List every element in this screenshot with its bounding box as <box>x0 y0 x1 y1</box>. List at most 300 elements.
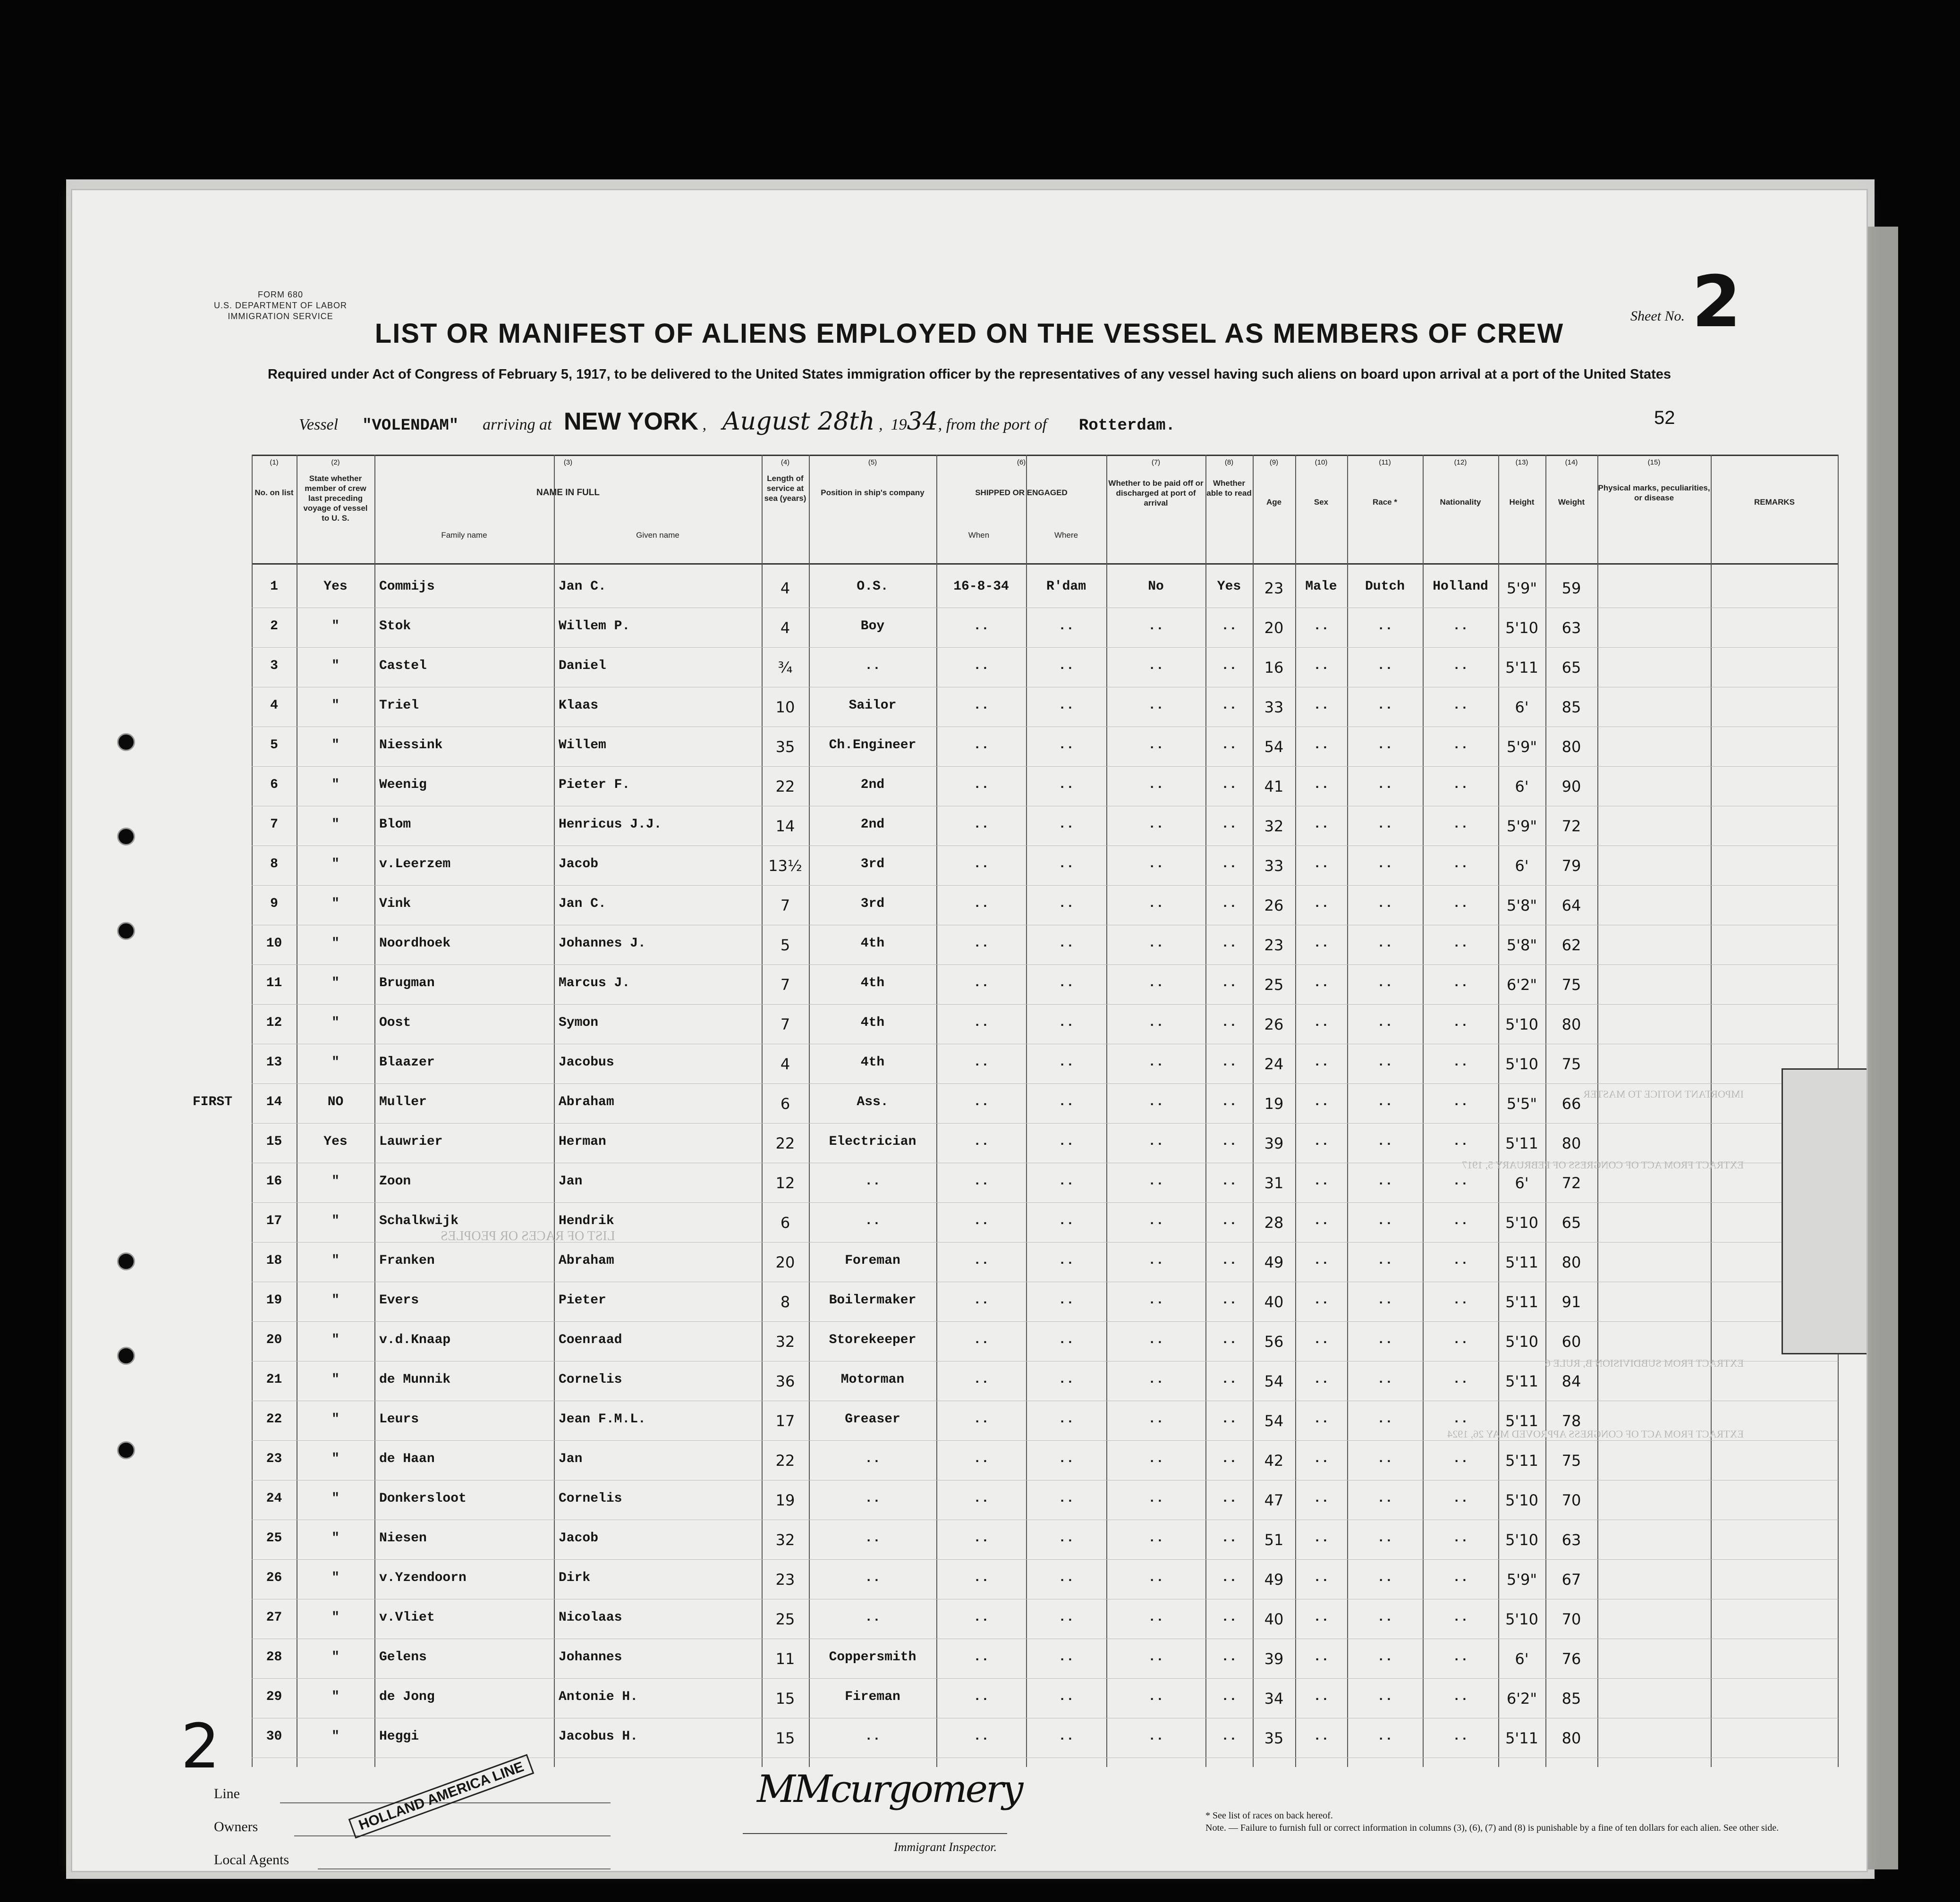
cell-weight: 85 <box>1561 698 1581 716</box>
holland-america-line-stamp: HOLLAND AMERICA LINE <box>348 1754 535 1838</box>
cell-weight: 80 <box>1561 1134 1581 1152</box>
cell-paid: .. <box>1148 817 1164 832</box>
cell-paid: .. <box>1148 698 1164 713</box>
sheet-label: Sheet No. <box>1630 308 1685 324</box>
cell-weight: 63 <box>1561 1531 1581 1549</box>
cell-height: 5'11 <box>1505 1372 1538 1390</box>
cell-where: .. <box>1058 857 1074 871</box>
cell-where: .. <box>1058 1293 1074 1308</box>
cell-when: .. <box>973 1531 989 1546</box>
cell-no: 24 <box>266 1491 282 1506</box>
cell-where: .. <box>1058 1015 1074 1030</box>
cell-where: .. <box>1058 1729 1074 1744</box>
cell-position: Greaser <box>845 1412 900 1427</box>
cell-read: .. <box>1221 1571 1237 1585</box>
arrival-date: August 28th <box>722 407 875 436</box>
cell-no: 11 <box>266 976 282 990</box>
cell-years: 15 <box>775 1690 795 1708</box>
cell-given: Coenraad <box>559 1333 622 1347</box>
cell-position: .. <box>865 1491 881 1506</box>
cell-height: 5'10 <box>1505 1015 1538 1033</box>
cell-read: .. <box>1221 976 1237 990</box>
cell-age: 35 <box>1264 1729 1284 1747</box>
cell-family: v.Leerzem <box>379 857 451 871</box>
cell-nat: .. <box>1452 659 1468 673</box>
cell-weight: 70 <box>1561 1610 1581 1628</box>
cell-nat: .. <box>1452 1174 1468 1189</box>
cell-paid: .. <box>1148 1333 1164 1347</box>
cell-nat: .. <box>1452 1610 1468 1625</box>
cell-given: Pieter <box>559 1293 606 1308</box>
cell-no: 8 <box>270 857 278 871</box>
cell-weight: 78 <box>1561 1412 1581 1430</box>
cell-paid: .. <box>1148 1253 1164 1268</box>
cell-age: 54 <box>1264 1412 1284 1430</box>
notice-extract-1924: EXTRACT FROM ACT OF CONGRESS APPROVED MAY 26, 1924 <box>1447 1428 1744 1440</box>
table-row <box>252 845 1838 886</box>
cell-age: 40 <box>1264 1610 1284 1628</box>
cell-given: Symon <box>559 1015 599 1030</box>
cell-family: Brugman <box>379 976 435 990</box>
cell-race: .. <box>1377 976 1393 990</box>
cell-where: .. <box>1058 659 1074 673</box>
cell-position: 2nd <box>860 817 885 832</box>
cell-when: .. <box>973 1253 989 1268</box>
cell-race: .. <box>1377 1015 1393 1030</box>
cell-family: Noordhoek <box>379 936 451 951</box>
local-agents-label: Local Agents <box>214 1852 289 1868</box>
cell-family: de Munnik <box>379 1372 451 1387</box>
cell-family: Donkersloot <box>379 1491 467 1506</box>
cell-weight: 66 <box>1561 1095 1581 1113</box>
cell-when: .. <box>973 817 989 832</box>
cell-given: Johannes J. <box>559 936 646 951</box>
cell-where: .. <box>1058 778 1074 792</box>
cell-given: Cornelis <box>559 1372 622 1387</box>
cell-where: .. <box>1058 896 1074 911</box>
cell-years: 10 <box>775 698 795 716</box>
cell-position: Ass. <box>857 1095 889 1109</box>
cell-race: .. <box>1377 1293 1393 1308</box>
cell-nat: .. <box>1452 1095 1468 1109</box>
cell-race: .. <box>1377 1571 1393 1585</box>
cell-weight: 70 <box>1561 1491 1581 1509</box>
notice-extract-1917: EXTRACT FROM ACT OF CONGRESS OF FEBRUARY 5, 1917 <box>1462 1159 1744 1171</box>
cell-read: .. <box>1221 936 1237 951</box>
margin-number: 52 <box>1654 407 1675 428</box>
cell-weight: 85 <box>1561 1690 1581 1708</box>
cell-height: 6' <box>1515 778 1529 795</box>
cell-when: .. <box>973 1095 989 1109</box>
cell-age: 19 <box>1264 1095 1284 1113</box>
cell-prev: " <box>331 1214 339 1228</box>
cell-no: 22 <box>266 1412 282 1427</box>
cell-when: .. <box>973 619 989 634</box>
cell-read: .. <box>1221 659 1237 673</box>
cell-years: 6 <box>780 1095 790 1113</box>
cell-position: .. <box>865 1452 881 1466</box>
cell-read: .. <box>1221 1372 1237 1387</box>
cell-paid: .. <box>1148 857 1164 871</box>
cell-where: .. <box>1058 1372 1074 1387</box>
cell-height: 6' <box>1515 1650 1529 1668</box>
header-shipped-engaged: SHIPPED OR ENGAGED <box>975 488 1068 497</box>
cell-read: .. <box>1221 1531 1237 1546</box>
cell-given: Abraham <box>559 1253 614 1268</box>
cell-where: .. <box>1058 936 1074 951</box>
header-paid-off: Whether to be paid off or discharged at port of arrival <box>1108 479 1204 507</box>
form-header <box>214 289 347 322</box>
cell-height: 5'11 <box>1505 1452 1538 1470</box>
table-row <box>252 647 1838 687</box>
cell-family: Franken <box>379 1253 435 1268</box>
cell-weight: 62 <box>1561 936 1581 954</box>
punch-hole <box>117 733 135 751</box>
cell-years: 4 <box>780 1055 790 1073</box>
cell-years: 5 <box>780 936 790 954</box>
cell-no: 2 <box>270 619 278 634</box>
cell-no: 3 <box>270 659 278 673</box>
cell-race: .. <box>1377 857 1393 871</box>
cell-paid: .. <box>1148 896 1164 911</box>
cell-nat: .. <box>1452 1452 1468 1466</box>
header-previous-voyage: State whether member of crew last preceding voyage of vessel to U. S. <box>303 474 368 523</box>
cell-prev: " <box>331 1571 339 1585</box>
cell-nat: .. <box>1452 778 1468 792</box>
cell-paid: .. <box>1148 1055 1164 1070</box>
cell-read: .. <box>1221 619 1237 634</box>
cell-nat: .. <box>1452 1571 1468 1585</box>
cell-paid: .. <box>1148 1412 1164 1427</box>
cell-paid: .. <box>1148 1293 1164 1308</box>
cell-nat: .. <box>1452 1055 1468 1070</box>
cell-years: 25 <box>775 1610 795 1628</box>
cell-position: Electrician <box>829 1134 916 1149</box>
cell-sex: .. <box>1313 1491 1329 1506</box>
cell-where: .. <box>1058 1253 1074 1268</box>
cell-height: 5'11 <box>1505 1729 1538 1747</box>
cell-weight: 84 <box>1561 1372 1581 1390</box>
cell-no: 12 <box>266 1015 282 1030</box>
cell-position: .. <box>865 1610 881 1625</box>
cell-height: 5'11 <box>1505 1134 1538 1152</box>
cell-family: Weenig <box>379 778 427 792</box>
footnote-fine: Note. — Failure to furnish full or correct information in columns (3), (6), (7) and (8) is punishable by a fine of ten dollars for each alien. See other side. <box>1205 1823 1779 1833</box>
cell-no: 18 <box>266 1253 282 1268</box>
cell-race: .. <box>1377 1452 1393 1466</box>
punch-hole <box>117 828 135 845</box>
table-row <box>252 766 1838 806</box>
cell-position: 4th <box>860 1055 885 1070</box>
header-family-name: Family name <box>441 531 487 540</box>
cell-nat: .. <box>1452 1690 1468 1704</box>
header-able-to-read: Whether able to read <box>1206 479 1252 498</box>
cell-position: Foreman <box>845 1253 900 1268</box>
cell-nat: .. <box>1452 976 1468 990</box>
colnum-5: (5) <box>868 458 877 466</box>
cell-prev: " <box>331 1015 339 1030</box>
cell-family: Muller <box>379 1095 427 1109</box>
arrival-port: NEW YORK <box>564 408 699 435</box>
cell-paid: .. <box>1148 1690 1164 1704</box>
cell-age: 25 <box>1264 976 1284 994</box>
cell-position: .. <box>865 1174 881 1189</box>
manifest-sheet <box>71 189 1868 1872</box>
cell-given: Jan C. <box>559 579 606 594</box>
cell-read: .. <box>1221 1729 1237 1744</box>
cell-prev: " <box>331 1729 339 1744</box>
cell-family: Oost <box>379 1015 411 1030</box>
cell-no: 29 <box>266 1690 282 1704</box>
notice-extract-rule6: EXTRACT FROM SUBDIVISION B, RULE 6 <box>1545 1357 1744 1369</box>
cell-race: .. <box>1377 619 1393 634</box>
cell-age: 23 <box>1264 579 1284 597</box>
cell-height: 5'10 <box>1505 1531 1538 1549</box>
cell-age: 51 <box>1264 1531 1284 1549</box>
cell-family: Triel <box>379 698 419 713</box>
cell-nat: .. <box>1452 817 1468 832</box>
year-suffix: 34 <box>907 407 938 436</box>
cell-no: 14 <box>266 1095 282 1109</box>
cell-paid: .. <box>1148 1095 1164 1109</box>
cell-age: 23 <box>1264 936 1284 954</box>
cell-sex: .. <box>1313 936 1329 951</box>
cell-prev: NO <box>327 1095 344 1109</box>
cell-given: Hendrik <box>559 1214 614 1228</box>
cell-given: Jacob <box>559 1531 599 1546</box>
cell-race: .. <box>1377 1174 1393 1189</box>
cell-paid: .. <box>1148 1214 1164 1228</box>
cell-height: 5'10 <box>1505 1491 1538 1509</box>
cell-where: .. <box>1058 1214 1074 1228</box>
cell-when: .. <box>973 936 989 951</box>
cell-read: .. <box>1221 1452 1237 1466</box>
cell-where: .. <box>1058 1333 1074 1347</box>
footnote-races: * See list of races on back hereof. <box>1205 1810 1333 1821</box>
inspector-signature: MMcurgomery <box>757 1767 1022 1811</box>
cell-race: .. <box>1377 1610 1393 1625</box>
cell-height: 5'10 <box>1505 1055 1538 1073</box>
cell-family: Gelens <box>379 1650 427 1665</box>
cell-prev: " <box>331 659 339 673</box>
cell-position: Storekeeper <box>829 1333 916 1347</box>
cell-paid: .. <box>1148 936 1164 951</box>
cell-when: .. <box>973 1610 989 1625</box>
cell-age: 54 <box>1264 1372 1284 1390</box>
punch-hole <box>117 1252 135 1270</box>
cell-prev: " <box>331 857 339 871</box>
cell-years: 32 <box>775 1531 795 1549</box>
cell-when: .. <box>973 1055 989 1070</box>
cell-nat: .. <box>1452 1412 1468 1427</box>
reverse-races-heading: LIST OF RACES OR PEOPLES <box>441 1229 615 1243</box>
cell-age: 49 <box>1264 1253 1284 1271</box>
cell-where: .. <box>1058 1412 1074 1427</box>
cell-no: 21 <box>266 1372 282 1387</box>
cell-position: .. <box>865 1729 881 1744</box>
vessel-name: "VOLENDAM" <box>362 417 459 435</box>
header-height: Height <box>1509 498 1535 507</box>
cell-family: Blaazer <box>379 1055 435 1070</box>
cell-given: Antonie H. <box>559 1690 638 1704</box>
cell-age: 42 <box>1264 1452 1284 1470</box>
cell-paid: .. <box>1148 1491 1164 1506</box>
colnum-4: (4) <box>781 458 790 466</box>
cell-sex: .. <box>1313 1095 1329 1109</box>
cell-age: 24 <box>1264 1055 1284 1073</box>
cell-read: .. <box>1221 1214 1237 1228</box>
cell-prev: " <box>331 976 339 990</box>
cell-nat: .. <box>1452 1134 1468 1149</box>
cell-race: .. <box>1377 1214 1393 1228</box>
cell-given: Abraham <box>559 1095 614 1109</box>
page-title: LIST OR MANIFEST OF ALIENS EMPLOYED ON THE VESSEL AS MEMBERS OF CREW <box>374 318 1564 349</box>
cell-family: Leurs <box>379 1412 419 1427</box>
cell-weight: 80 <box>1561 1015 1581 1033</box>
agents-rule <box>318 1868 611 1869</box>
cell-nat: .. <box>1452 896 1468 911</box>
cell-when: .. <box>973 698 989 713</box>
cell-when: .. <box>973 1412 989 1427</box>
cell-weight: 65 <box>1561 1214 1581 1232</box>
cell-read: .. <box>1221 1134 1237 1149</box>
cell-no: 23 <box>266 1452 282 1466</box>
line-label: Line <box>214 1786 240 1801</box>
cell-height: 6' <box>1515 698 1529 716</box>
cell-weight: 59 <box>1561 579 1581 597</box>
cell-height: 5'9" <box>1506 738 1537 756</box>
corner-number: 2 <box>181 1710 220 1782</box>
cell-position: .. <box>865 659 881 673</box>
cell-weight: 80 <box>1561 738 1581 756</box>
cell-sex: .. <box>1313 1729 1329 1744</box>
cell-no: 15 <box>266 1134 282 1149</box>
cell-height: 5'9" <box>1506 579 1537 597</box>
cell-position: .. <box>865 1571 881 1585</box>
cell-position: Sailor <box>848 698 897 713</box>
cell-when: .. <box>973 1174 989 1189</box>
cell-race: .. <box>1377 659 1393 673</box>
header-physical-marks: Physical marks, peculiarities, or disease <box>1598 483 1710 502</box>
cell-where: .. <box>1058 817 1074 832</box>
cell-where: .. <box>1058 1452 1074 1466</box>
signature-rule <box>743 1833 1007 1834</box>
cell-family: de Haan <box>379 1452 435 1466</box>
cell-sex: .. <box>1313 1412 1329 1427</box>
cell-position: 4th <box>860 976 885 990</box>
cell-where: .. <box>1058 1610 1074 1625</box>
cell-years: 22 <box>775 1452 795 1470</box>
cell-sex: .. <box>1313 1015 1329 1030</box>
cell-race: .. <box>1377 817 1393 832</box>
cell-sex: .. <box>1313 1452 1329 1466</box>
cell-prev: " <box>331 817 339 832</box>
cell-height: 5'9" <box>1506 817 1537 835</box>
cell-family: Evers <box>379 1293 419 1308</box>
cell-paid: .. <box>1148 1610 1164 1625</box>
year-prefix: 19 <box>891 416 907 433</box>
cell-weight: 76 <box>1561 1650 1581 1668</box>
cell-nat: .. <box>1452 619 1468 634</box>
cell-years: 20 <box>775 1253 795 1271</box>
cell-sex: .. <box>1313 1571 1329 1585</box>
cell-sex: .. <box>1313 738 1329 752</box>
cell-height: 5'10 <box>1505 1214 1538 1232</box>
cell-when: .. <box>973 1214 989 1228</box>
cell-prev: " <box>331 738 339 752</box>
cell-when: .. <box>973 1452 989 1466</box>
cell-when: .. <box>973 778 989 792</box>
cell-position: Boilermaker <box>829 1293 916 1308</box>
cell-sex: .. <box>1313 1333 1329 1347</box>
cell-nat: .. <box>1452 1333 1468 1347</box>
cell-position: .. <box>865 1531 881 1546</box>
cell-no: 10 <box>266 936 282 951</box>
cell-years: 8 <box>780 1293 790 1311</box>
cell-years: 4 <box>780 579 790 597</box>
cell-where: .. <box>1058 619 1074 634</box>
cell-race: .. <box>1377 1134 1393 1149</box>
cell-prev: " <box>331 619 339 634</box>
cell-weight: 60 <box>1561 1333 1581 1351</box>
cell-age: 32 <box>1264 817 1284 835</box>
cell-prev: " <box>331 1650 339 1665</box>
cell-age: 41 <box>1264 778 1284 795</box>
cell-no: 4 <box>270 698 278 713</box>
cell-read: .. <box>1221 738 1237 752</box>
cell-no: 19 <box>266 1293 282 1308</box>
cell-prev: " <box>331 1253 339 1268</box>
cell-position: 4th <box>860 1015 885 1030</box>
cell-when: .. <box>973 857 989 871</box>
cell-paid: .. <box>1148 738 1164 752</box>
cell-nat: .. <box>1452 1015 1468 1030</box>
cell-when: .. <box>973 896 989 911</box>
cell-paid: .. <box>1148 1729 1164 1744</box>
cell-years: 7 <box>780 1015 790 1033</box>
cell-when: .. <box>973 1729 989 1744</box>
cell-no: 16 <box>266 1174 282 1189</box>
cell-height: 5'11 <box>1505 1253 1538 1271</box>
cell-where: .. <box>1058 1055 1074 1070</box>
cell-when: .. <box>973 1690 989 1704</box>
cell-prev: " <box>331 1491 339 1506</box>
cell-weight: 75 <box>1561 1452 1581 1470</box>
cell-when: .. <box>973 1571 989 1585</box>
cell-race: .. <box>1377 1055 1393 1070</box>
cell-prev: " <box>331 896 339 911</box>
arriving-label: arriving at <box>483 416 552 433</box>
cell-position: .. <box>865 1214 881 1228</box>
cell-position: 3rd <box>860 896 885 911</box>
cell-position: 4th <box>860 936 885 951</box>
cell-years: 22 <box>775 1134 795 1152</box>
cell-years: 4 <box>780 619 790 637</box>
cell-sex: .. <box>1313 1055 1329 1070</box>
table-row <box>252 964 1838 1005</box>
cell-given: Daniel <box>559 659 606 673</box>
cell-nat: Holland <box>1433 579 1488 594</box>
cell-paid: .. <box>1148 778 1164 792</box>
cell-race: .. <box>1377 1650 1393 1665</box>
cell-read: .. <box>1221 1015 1237 1030</box>
cell-read: .. <box>1221 817 1237 832</box>
cell-age: 54 <box>1264 738 1284 756</box>
cell-height: 5'8" <box>1506 896 1537 914</box>
cell-race: .. <box>1377 1729 1393 1744</box>
cell-no: 7 <box>270 817 278 832</box>
cell-given: Jacobus <box>559 1055 614 1070</box>
